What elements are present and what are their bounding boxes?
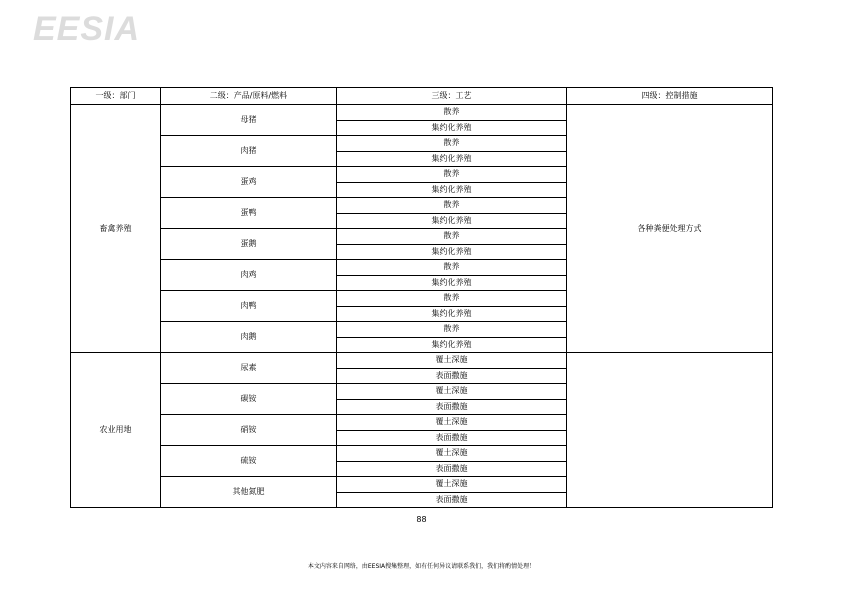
process-cell: 集约化养殖 — [337, 182, 567, 198]
process-cell: 覆土深施 — [337, 353, 567, 369]
table-row — [71, 105, 773, 121]
process-cell: 表面撒施 — [337, 399, 567, 415]
product-cell: 其他氮肥 — [161, 477, 337, 508]
product-cell: 蛋鸭 — [161, 198, 337, 229]
control-cell — [567, 353, 773, 508]
table-body — [71, 105, 773, 508]
process-cell: 覆土深施 — [337, 477, 567, 493]
header-level1: 一级：部门 — [71, 88, 161, 105]
control-cell: 各种粪便处理方式 — [567, 105, 773, 353]
dept-cell: 农业用地 — [71, 353, 161, 508]
process-cell: 表面撒施 — [337, 492, 567, 508]
product-cell: 蛋鹅 — [161, 229, 337, 260]
process-cell: 集约化养殖 — [337, 120, 567, 136]
process-cell: 集约化养殖 — [337, 337, 567, 353]
product-cell: 肉鸭 — [161, 291, 337, 322]
process-cell: 集约化养殖 — [337, 151, 567, 167]
product-cell: 尿素 — [161, 353, 337, 384]
process-cell: 散养 — [337, 136, 567, 152]
product-cell: 硝铵 — [161, 415, 337, 446]
product-cell: 肉猪 — [161, 136, 337, 167]
header-level4: 四级：控制措施 — [567, 88, 773, 105]
process-cell: 覆土深施 — [337, 384, 567, 400]
process-cell: 散养 — [337, 105, 567, 121]
product-cell: 肉鹅 — [161, 322, 337, 353]
process-cell: 表面撒施 — [337, 461, 567, 477]
process-cell: 散养 — [337, 291, 567, 307]
process-cell: 集约化养殖 — [337, 244, 567, 260]
process-cell: 覆土深施 — [337, 446, 567, 462]
page-number: 88 — [416, 515, 427, 524]
process-cell: 集约化养殖 — [337, 213, 567, 229]
process-cell: 散养 — [337, 167, 567, 183]
process-cell: 表面撒施 — [337, 430, 567, 446]
footer-note: 本文内容来自网络，由EESIA搜集整理，如有任何异议请联系我们，我们将酌情处理！ — [307, 563, 536, 570]
product-cell: 硫铵 — [161, 446, 337, 477]
emission-classification-table — [70, 87, 773, 508]
dept-cell: 畜禽养殖 — [71, 105, 161, 353]
process-cell: 散养 — [337, 260, 567, 276]
product-cell: 肉鸡 — [161, 260, 337, 291]
process-cell: 集约化养殖 — [337, 275, 567, 291]
process-cell: 散养 — [337, 198, 567, 214]
process-cell: 表面撒施 — [337, 368, 567, 384]
process-cell: 集约化养殖 — [337, 306, 567, 322]
product-cell: 碳铵 — [161, 384, 337, 415]
process-cell: 散养 — [337, 322, 567, 338]
header-level2: 二级：产品/原料/燃料 — [161, 88, 337, 105]
eesia-logo: EESIA — [33, 10, 141, 48]
product-cell: 母猪 — [161, 105, 337, 136]
header-level3: 三级：工艺 — [337, 88, 567, 105]
product-cell: 蛋鸡 — [161, 167, 337, 198]
process-cell: 覆土深施 — [337, 415, 567, 431]
table-row — [71, 353, 773, 369]
table-header-row — [71, 88, 773, 105]
process-cell: 散养 — [337, 229, 567, 245]
